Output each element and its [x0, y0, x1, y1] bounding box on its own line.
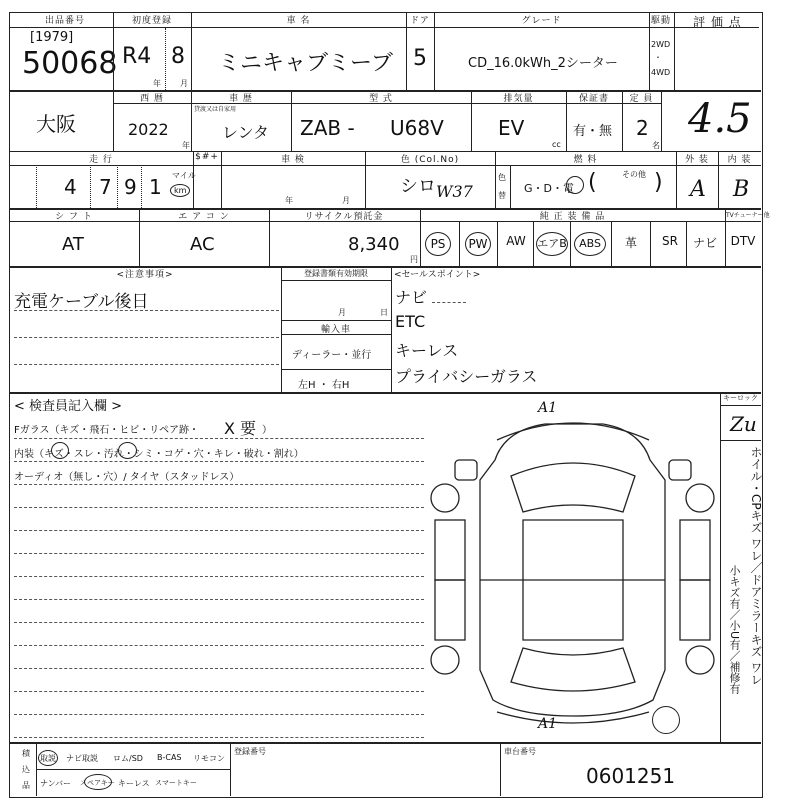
dotted-line [432, 302, 466, 303]
warranty-value: 有・無 [573, 124, 613, 139]
lot-number: 50068 [22, 46, 118, 81]
mirror-right [669, 460, 691, 480]
notes-label: <注意事項> [116, 270, 174, 280]
sales-point: ETC [395, 312, 426, 331]
col-line [500, 742, 501, 796]
inspection-line-1: Fガラス（キズ・飛石・ヒビ・リペア跡・ [14, 425, 200, 436]
notes-line-1: 充電ケーブル後日 [14, 292, 149, 312]
diagram-top-mark: A1 [538, 400, 558, 416]
reg-day-unit: 日 [380, 308, 388, 317]
door-right-rear [680, 580, 710, 640]
equipment-abs: ABS [574, 232, 606, 256]
aircon-value: AC [190, 234, 215, 255]
col-line [720, 392, 721, 742]
row-line [720, 405, 761, 406]
meter-change-label: $#+ [195, 152, 219, 162]
col-line [90, 165, 91, 208]
dotted-line [14, 530, 424, 531]
dotted-line [14, 737, 424, 738]
shift-value: AT [62, 234, 84, 255]
col-line [650, 221, 651, 266]
first-reg-month: 8 [171, 44, 185, 69]
import-label: 輸入車 [320, 325, 351, 335]
col-line [661, 90, 662, 151]
recycle-label: リサイクル預託金 [304, 212, 384, 222]
mileage-label: 走 行 [89, 155, 113, 165]
model-code: U68V [390, 116, 444, 140]
accessory-item: キーレス [118, 779, 150, 788]
row-line [281, 369, 391, 370]
equipment-aw: AW [506, 234, 526, 248]
dotted-line [14, 553, 424, 554]
drive-2wd: 2WD [651, 40, 671, 49]
accessory-item: スマートキー [155, 779, 197, 787]
accessory-item: スペアキー [80, 779, 115, 787]
front-bumper [497, 423, 649, 440]
km-unit: km [170, 184, 190, 197]
interior-mark-circle [51, 442, 69, 459]
inspection-month-unit: 月 [342, 196, 350, 205]
accessories-label: 積 [22, 749, 30, 758]
color-swap-label-bottom: 替 [498, 191, 506, 200]
fuel-paren-open: ( [588, 170, 597, 195]
color-code: W37 [436, 182, 473, 201]
wheel-left-rear [431, 646, 459, 674]
col-line [725, 208, 726, 266]
row-line [720, 440, 761, 441]
capacity-unit: 名 [652, 141, 660, 150]
history-note: 貸渡又は自家用 [194, 106, 237, 113]
accessory-item: ナンバー [40, 779, 72, 788]
interior-label: 内 装 [727, 155, 752, 165]
accessories-label: 品 [22, 781, 30, 790]
col-line [36, 165, 37, 208]
fuel-paren-close: ) [654, 170, 663, 195]
dotted-line [14, 691, 424, 692]
dotted-line [14, 507, 424, 508]
dotted-line [14, 310, 279, 311]
reg-doc-label: 登録書類有効期限 [304, 269, 368, 278]
exterior-label: 外 装 [685, 155, 709, 165]
interior-mark-circle [118, 442, 137, 459]
mile-unit: マイル [172, 171, 196, 180]
col-line [533, 221, 534, 266]
equipment-label: 純 正 装 備 品 [539, 212, 606, 222]
row-line [281, 280, 391, 281]
accessory-item: リモコン [193, 754, 225, 763]
wheel-right-rear [686, 646, 714, 674]
rear-bumper [497, 712, 649, 723]
sales-point: ナビ [395, 288, 428, 307]
col-line [230, 742, 231, 796]
sales-point: キーレス [395, 341, 459, 360]
dotted-line [14, 714, 424, 715]
col-line [459, 221, 460, 266]
wheel-left-front [431, 484, 459, 512]
car-outline [480, 424, 665, 716]
capacity-value: 2 [636, 116, 649, 140]
col-line [117, 165, 118, 208]
inspection-line-3: オーディオ（無し・穴）/ タイヤ（スタッドレス） [14, 472, 240, 483]
col-line [570, 221, 571, 266]
western-year: 2022 [128, 120, 169, 139]
row-line [9, 27, 759, 28]
accessories-label: 込 [22, 765, 30, 774]
side-note-2: 小キズ有／小U有／補修有 [728, 565, 741, 695]
cc-unit: cc [552, 140, 561, 149]
year-unit: 年 [153, 79, 161, 88]
equipment-leather: 革 [624, 236, 637, 250]
accessory-item: ナビ取説 [66, 754, 98, 763]
chassis-number: 0601251 [586, 764, 676, 788]
drive-dot: ・ [654, 53, 662, 62]
mileage-digit: 9 [124, 175, 137, 199]
col-line [686, 221, 687, 266]
inspection-line-2: 内装（キズ・スレ・汚れ・シミ・コゲ・穴・キレ・破れ・割れ） [14, 449, 304, 460]
displacement-label: 排気量 [503, 94, 534, 104]
model-prefix: ZAB - [300, 116, 355, 140]
dotted-line [14, 484, 424, 485]
sales-point: プライバシーガラス [395, 367, 538, 386]
diagram-bottom-mark: A1 [538, 716, 558, 732]
doors-label: ドア [410, 16, 430, 26]
drive-4wd: 4WD [651, 68, 671, 77]
wheel-right-front [686, 484, 714, 512]
door-right-front [680, 520, 710, 580]
side-note: ホイル・CPキズ ワレ／ドアミラーキズ ワレ [749, 446, 763, 686]
col-line [510, 165, 511, 208]
shift-label: シ フ ト [55, 212, 93, 222]
aircon-label: エ ア コ ン [178, 212, 230, 222]
dotted-line [14, 337, 279, 338]
handle-type: 左H ・ 右H [298, 380, 350, 391]
score-value: 4.5 [688, 96, 752, 142]
doors-value: 5 [413, 46, 427, 71]
reg-number-label: 登録番号 [234, 747, 266, 756]
year-badge: [1979] [30, 30, 74, 45]
first-reg-label: 初度登録 [131, 16, 172, 26]
recycle-amount: 8,340 [348, 234, 400, 255]
row-line [9, 392, 761, 394]
col-line [391, 266, 392, 392]
inspection-line-1-close: ） [262, 425, 272, 436]
accessory-item: B-CAS [157, 753, 182, 762]
equipment-navi: ナビ [692, 236, 717, 250]
year-unit-2: 年 [182, 141, 190, 150]
dotted-line [14, 461, 424, 462]
color-value: シロ [400, 176, 436, 197]
tv-tuner-label: TVチューナー他 [726, 212, 770, 219]
sales-label: <セールスポイント> [394, 270, 481, 280]
inspection-title: < 検査員記入欄 > [14, 399, 123, 414]
color-swap-label-top: 色 [498, 173, 506, 182]
equipment-sr: SR [662, 234, 678, 248]
row-line [281, 334, 391, 335]
inspection-line-1-mark: X 要 [224, 419, 257, 438]
model-label: 型 式 [369, 94, 393, 104]
reg-month-unit: 月 [338, 308, 346, 317]
warranty-label: 保証書 [578, 94, 609, 104]
month-unit: 月 [180, 79, 188, 88]
door-left-rear [435, 580, 465, 640]
inspection-year-unit: 年 [285, 196, 293, 205]
first-reg-era: R4 [122, 44, 152, 69]
equipment-pw: PW [465, 232, 491, 256]
grade-value: CD_16.0kWh_2シーター [468, 56, 618, 71]
accessory-item: 取説 [40, 754, 56, 763]
displacement-value: EV [498, 116, 525, 140]
prefecture: 大阪 [36, 112, 76, 136]
capacity-label: 定 員 [629, 94, 654, 104]
mileage-digit: 1 [149, 175, 162, 199]
dotted-line [14, 438, 424, 439]
inspection-label: 車 検 [281, 155, 305, 165]
drive-label: 駆動 [650, 16, 671, 26]
row-line [9, 742, 761, 744]
history-label: 車 歴 [229, 94, 253, 104]
dotted-line [14, 645, 424, 646]
key-lock-value: Zu [730, 412, 757, 436]
row-line [9, 165, 761, 166]
col-line [141, 165, 142, 208]
western-year-label: 西 暦 [140, 94, 164, 104]
dotted-line [14, 364, 279, 365]
chassis-label: 車台番号 [504, 747, 536, 756]
equipment-airbag: エアB [536, 232, 568, 256]
color-label: 色 (Col.No) [400, 155, 460, 165]
car-damage-diagram [425, 400, 720, 740]
history-value: レンタ [222, 123, 269, 142]
windshield [511, 463, 635, 512]
col-line [165, 28, 166, 90]
import-type: ディーラー・並行 [292, 350, 372, 361]
fuel-label: 燃 料 [573, 155, 598, 165]
mileage-digit: 4 [64, 175, 77, 199]
fuel-other-label: その他 [622, 170, 646, 179]
door-left-front [435, 520, 465, 580]
score-label: 評 価 点 [693, 15, 742, 29]
equipment-dtv: DTV [730, 234, 756, 248]
yen-unit: 円 [410, 255, 418, 264]
fuel-options: G・D・電 [524, 182, 574, 195]
mirror-left [455, 460, 477, 480]
spare-tire-circle [652, 706, 680, 734]
car-name-label: 車 名 [286, 16, 311, 26]
equipment-ps: PS [425, 232, 451, 256]
dotted-line [14, 622, 424, 623]
mileage-digit: 7 [99, 175, 112, 199]
grade-label: グレード [521, 16, 562, 26]
lot-section-label: 出品番号 [44, 16, 85, 26]
row-line [36, 769, 230, 770]
key-lock-label: キーロック [723, 394, 758, 402]
accessory-circle [38, 750, 58, 766]
row-line [281, 320, 391, 321]
fuel-selected-circle [566, 176, 584, 194]
dotted-line [14, 668, 424, 669]
interior-grade: B [733, 177, 750, 202]
col-line [497, 221, 498, 266]
col-line [611, 221, 612, 266]
exterior-grade: A [690, 177, 706, 202]
car-name: ミニキャブミーブ [218, 51, 393, 76]
accessory-item: ロム/SD [113, 754, 143, 763]
accessory-circle [84, 774, 112, 790]
dotted-line [14, 576, 424, 577]
dotted-line [14, 599, 424, 600]
rear-window [511, 648, 635, 691]
